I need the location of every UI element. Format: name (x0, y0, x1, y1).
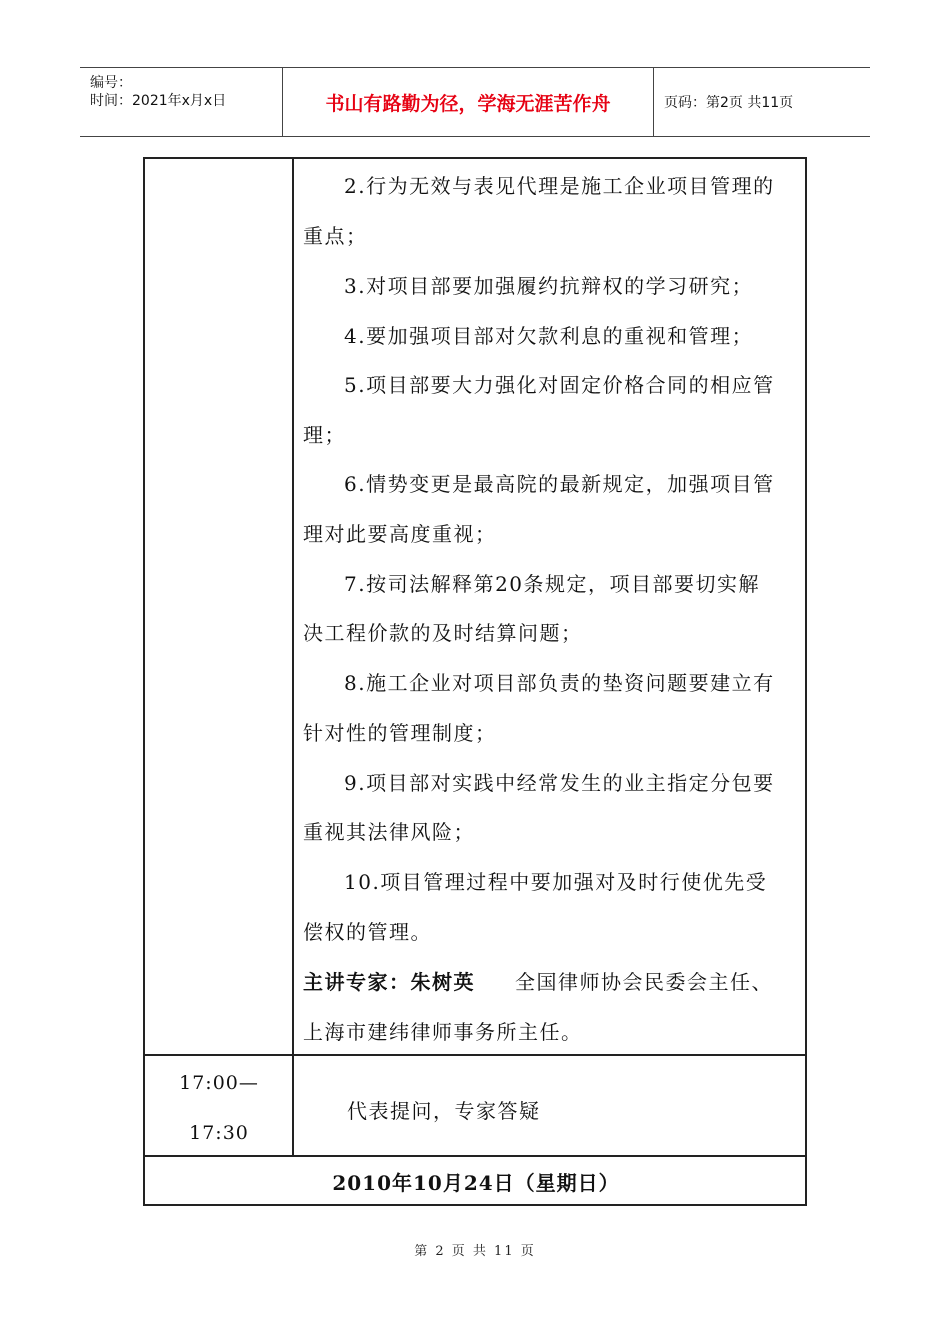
topic-line: 重视其法律风险； (303, 820, 475, 844)
header-page-info: 页码：第2页 共11页 (664, 95, 794, 111)
header-meta (80, 68, 283, 136)
topic-line: 7.按司法解释第20条规定，项目部要切实解 (344, 572, 761, 596)
speaker-title-line: 上海市建纬律师事务所主任。 (303, 1020, 583, 1044)
header-slogan: 书山有路勤为径，学海无涯苦作舟 (283, 68, 654, 136)
topic-line: 决工程价款的及时结算问题； (303, 621, 583, 645)
session-time-start: 17:00— (179, 1072, 259, 1094)
topic-line: 4.要加强项目部对欠款利息的重视和管理； (344, 324, 754, 348)
speaker-title: 全国律师协会民委会主任、 (515, 970, 773, 994)
topic-line: 理对此要高度重视； (303, 522, 497, 546)
page-footer: 第 2 页 共 11 页 (414, 1244, 536, 1259)
document-time-label: 时间：2021年x月x日 (90, 93, 227, 109)
speaker-line (303, 966, 773, 995)
speaker-name: 主讲专家：朱树英 (303, 970, 475, 994)
topic-line: 10.项目管理过程中要加强对及时行使优先受 (344, 870, 768, 894)
topic-line: 3.对项目部要加强履约抗辩权的学习研究； (344, 274, 754, 298)
date-row: 2010年10月24日（星期日） (332, 1170, 620, 1195)
topic-line: 6.情势变更是最高院的最新规定，加强项目管 (344, 472, 775, 496)
document-number-label: 编号： (90, 75, 132, 91)
topic-line: 8.施工企业对项目部负责的垫资问题要建立有 (344, 671, 775, 695)
topic-line: 重点； (303, 224, 368, 248)
topic-line: 理； (303, 423, 346, 447)
topic-line: 5.项目部要大力强化对固定价格合同的相应管 (344, 373, 775, 397)
topic-line: 2.行为无效与表见代理是施工企业项目管理的 (344, 174, 775, 198)
page-header (80, 67, 870, 137)
topic-line: 针对性的管理制度； (303, 721, 497, 745)
session-time-end: 17:30 (189, 1122, 249, 1144)
topic-line: 偿权的管理。 (303, 920, 432, 944)
topic-line: 9.项目部对实践中经常发生的业主指定分包要 (344, 771, 775, 795)
